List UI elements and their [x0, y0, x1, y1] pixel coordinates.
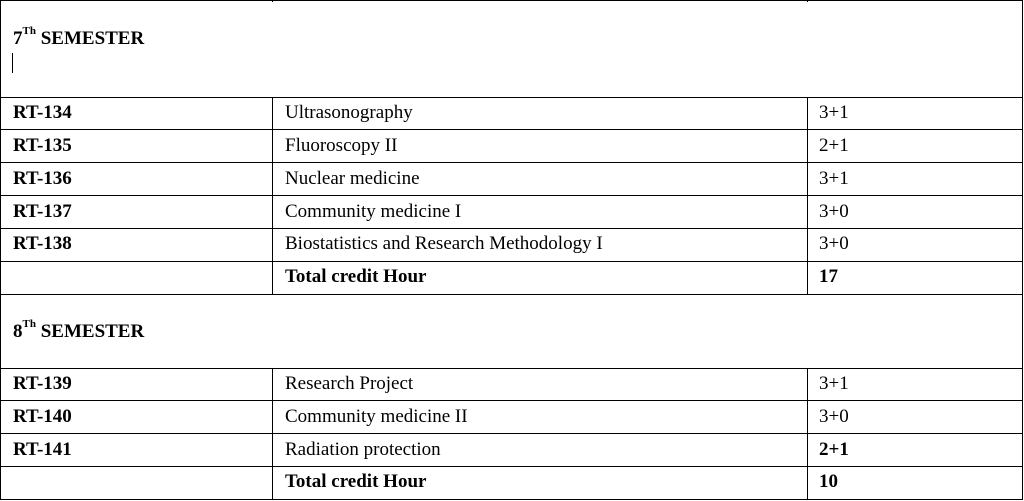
semester-label: SEMESTER: [35, 28, 145, 49]
course-credit: 3+1: [819, 168, 849, 189]
table-border: [807, 0, 808, 2]
course-credit: 3+0: [819, 201, 849, 222]
table-border: [807, 97, 808, 294]
course-code: RT-136: [13, 168, 72, 189]
course-code: RT-135: [13, 135, 72, 156]
table-border: [1022, 0, 1023, 500]
table-border: [272, 97, 273, 294]
text-cursor: [12, 53, 13, 73]
table-border: [272, 368, 273, 500]
total-credit-value: 17: [819, 266, 838, 287]
course-subject: Community medicine II: [285, 406, 468, 427]
course-subject: Community medicine I: [285, 201, 462, 222]
table-border: [0, 368, 1023, 369]
course-code: RT-141: [13, 439, 72, 460]
course-credit: 2+1: [819, 135, 849, 156]
table-border: [0, 162, 1023, 163]
table-border: [0, 400, 1023, 401]
table-border: [0, 195, 1023, 196]
table-border: [0, 499, 1023, 500]
total-credit-label: Total credit Hour: [285, 471, 427, 492]
table-border: [0, 97, 1023, 98]
semester-number: 7: [13, 28, 23, 49]
table-border: [0, 129, 1023, 130]
course-credit: 3+0: [819, 406, 849, 427]
course-credit: 3+1: [819, 102, 849, 123]
course-code: RT-138: [13, 233, 72, 254]
table-border: [0, 0, 1, 500]
course-subject: Biostatistics and Research Methodology I: [285, 233, 603, 254]
table-border: [0, 228, 1023, 229]
table-border: [807, 368, 808, 500]
course-subject: Ultrasonography: [285, 102, 413, 123]
course-code: RT-137: [13, 201, 72, 222]
course-credit: 2+1: [819, 439, 849, 460]
semester-label: SEMESTER: [35, 321, 145, 342]
ordinal-suffix: Th: [22, 318, 36, 330]
table-border: [0, 294, 1023, 295]
total-credit-label: Total credit Hour: [285, 266, 427, 287]
table-border: [0, 433, 1023, 434]
course-credit: 3+1: [819, 373, 849, 394]
semester-8-heading: [13, 318, 145, 343]
course-code: RT-140: [13, 406, 72, 427]
course-subject: Fluoroscopy II: [285, 135, 398, 156]
course-subject: Research Project: [285, 373, 414, 394]
table-border: [0, 261, 1023, 262]
ordinal-suffix: Th: [22, 25, 36, 37]
table-border: [0, 0, 1023, 1]
table-border: [272, 0, 273, 2]
course-code: RT-134: [13, 102, 72, 123]
semester-number: 8: [13, 321, 23, 342]
total-credit-value: 10: [819, 471, 838, 492]
course-subject: Radiation protection: [285, 439, 441, 460]
table-border: [0, 466, 1023, 467]
course-subject: Nuclear medicine: [285, 168, 420, 189]
course-code: RT-139: [13, 373, 72, 394]
course-credit: 3+0: [819, 233, 849, 254]
semester-7-heading: [13, 25, 145, 50]
